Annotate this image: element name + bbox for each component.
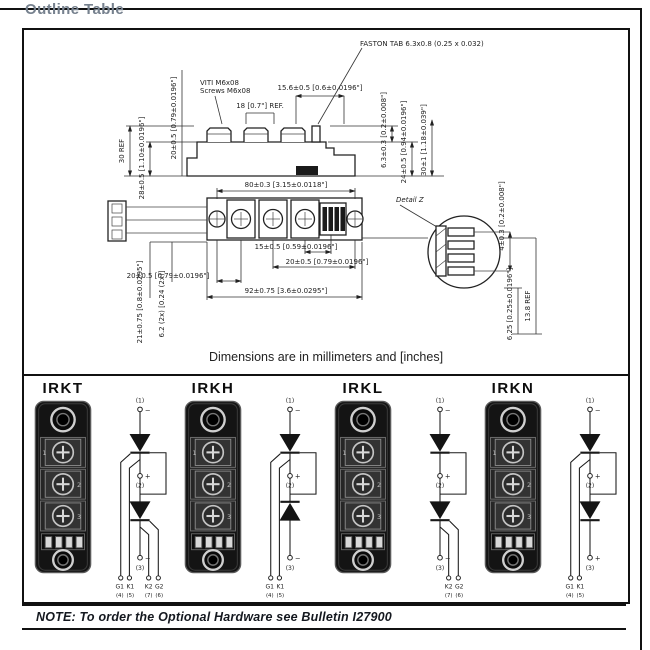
screws-label-line1: VITI M6x08 — [200, 79, 239, 87]
front-screw-2 — [259, 200, 287, 238]
terminal-1-label: (1) — [135, 397, 145, 405]
module-photo-irkn — [484, 400, 542, 574]
dim-6-3: 6.3±0.3 [0.2±0.008"] — [380, 91, 388, 169]
circuit-diagram-irkt — [98, 394, 182, 602]
cathode-1-label: K1 — [276, 583, 285, 591]
faston-recess — [296, 166, 318, 175]
dim-28: 28±0.5 [1.10±0.0196"] — [138, 116, 146, 200]
cathode-1-label: K1 — [126, 583, 135, 591]
detail-z-label: Detail Z — [396, 196, 424, 204]
circuit-diagram-irkn — [548, 394, 632, 602]
gate-2-label: G2 — [454, 583, 464, 591]
module-photo-irkt — [34, 400, 92, 574]
gate-1-label: G1 — [565, 583, 575, 591]
module-name-irkh: IRKH — [191, 380, 235, 397]
front-faston-group — [320, 203, 346, 235]
terminal-2-label: (2) — [135, 482, 145, 490]
module-photo-irkl — [334, 400, 392, 574]
dim-30-ref: 30 REF — [118, 138, 126, 164]
circuit-diagram-irkl — [398, 394, 482, 602]
diode-bottom-symbol — [580, 502, 599, 520]
dim-6-2: 6.2 (2x) [0.24 (2x)] — [158, 270, 166, 338]
terminal-1-sign: − — [444, 406, 451, 415]
pin-5-label: (5) — [126, 593, 135, 600]
terminal-2-sign: + — [294, 472, 301, 481]
outline-drawing-svg — [24, 30, 624, 348]
cathode-1-label: K1 — [576, 583, 585, 591]
terminal-1-label: (1) — [285, 397, 295, 405]
outline-drawing — [24, 30, 624, 348]
circuit-diagram-irkh — [248, 394, 332, 602]
terminal-3-sign: − — [294, 554, 301, 563]
terminal-2-label: (2) — [285, 482, 295, 490]
terminal-2-sign: + — [444, 472, 451, 481]
dim-30-1: 30±1 [1.18±0.039"] — [420, 104, 428, 176]
screws-label-line2: Screws M6x08 — [200, 87, 251, 95]
terminal-1-label: (1) — [585, 397, 595, 405]
front-screw-3 — [291, 200, 319, 238]
cathode-2-label: K2 — [444, 583, 453, 591]
module-name-irkn: IRKN — [491, 380, 535, 397]
pin-7-label: (7) — [444, 593, 453, 600]
pin-4-label: (4) — [565, 593, 574, 600]
module-group-irkl — [332, 380, 482, 598]
terminal-3-sign: + — [594, 554, 601, 563]
detail-z — [396, 181, 510, 288]
pin-7-label: (7) — [144, 593, 153, 600]
dim-4: 4±0.3 [0.2±0.008"] — [498, 181, 506, 251]
gate-1-label: G1 — [115, 583, 125, 591]
dim-6-25: 6.25 [0.25±0.0196"] — [506, 267, 514, 341]
dim-20-tall: 20±0.5 [0.79±0.0196"] — [170, 76, 178, 160]
terminal-circles — [269, 407, 293, 580]
scr-top-symbol — [280, 434, 299, 452]
diode-bottom-symbol — [280, 502, 299, 520]
dim-20-b: 20±0.5 [0.79±0.0196"] — [126, 272, 210, 280]
scr-bottom-symbol — [130, 502, 149, 520]
module-group-irkh — [182, 380, 332, 598]
page-border-right — [640, 8, 642, 650]
dim-24: 24±0.5 [0.94±0.0196"] — [400, 100, 408, 184]
section-title: Outline Table — [25, 1, 125, 18]
pin-4-label: (4) — [265, 593, 274, 600]
scr-top-symbol — [580, 434, 599, 452]
dim-18-ref: 18 [0.7"] REF. — [236, 102, 284, 110]
scr-top-symbol — [130, 434, 149, 452]
pin-6-label: (6) — [155, 593, 164, 600]
terminal-2-label: (2) — [585, 482, 595, 490]
pin-5-label: (5) — [276, 593, 285, 600]
scr-bottom-symbol — [430, 502, 449, 520]
dim-15: 15±0.5 [0.59±0.0196"] — [254, 243, 338, 251]
note-text: NOTE: To order the Optional Hardware see Bulletin I27900 — [36, 610, 392, 624]
terminal-circles — [569, 407, 593, 580]
module-name-irkt: IRKT — [42, 380, 84, 397]
terminal-3-label: (3) — [585, 565, 595, 573]
dim-21: 21±0.75 [0.8±0.0295"] — [136, 260, 144, 344]
terminal-2-sign: + — [144, 472, 151, 481]
front-screw-1 — [227, 200, 255, 238]
module-photo-irkh — [184, 400, 242, 574]
gate-1-label: G1 — [265, 583, 275, 591]
terminal-1-sign: − — [294, 406, 301, 415]
terminal-3-label: (3) — [285, 565, 295, 573]
dim-80: 80±0.3 [3.15±0.0118"] — [244, 181, 328, 189]
dimensions-caption: Dimensions are in millimeters and [inches] — [208, 350, 444, 364]
module-name-irkl: IRKL — [342, 380, 384, 397]
terminal-3-sign: − — [144, 554, 151, 563]
module-group-irkn — [482, 380, 632, 598]
dim-13-8: 13.8 REF — [524, 290, 532, 322]
pin-4-label: (4) — [115, 593, 124, 600]
circuit-configurations — [24, 374, 628, 598]
terminal-3-label: (3) — [435, 565, 445, 573]
pin-6-label: (6) — [455, 593, 464, 600]
terminal-2-sign: + — [594, 472, 601, 481]
terminal-1-sign: − — [144, 406, 151, 415]
dim-20-a: 20±0.5 [0.79±0.0196"] — [285, 258, 369, 266]
terminal-1-sign: − — [594, 406, 601, 415]
terminal-3-sign: − — [444, 554, 451, 563]
terminal-2-label: (2) — [435, 482, 445, 490]
front-view — [108, 198, 363, 241]
faston-tab-label: FASTON TAB 6.3x0.8 (0.25 x 0.032) — [360, 40, 484, 48]
dim-92: 92±0.75 [3.6±0.0295"] — [244, 287, 328, 295]
diode-top-symbol — [430, 434, 449, 452]
terminal-1-label: (1) — [435, 397, 445, 405]
dim-15-6: 15.6±0.5 [0.6±0.0196"] — [277, 84, 363, 92]
footer-note — [22, 604, 626, 630]
cathode-2-label: K2 — [144, 583, 153, 591]
outline-box — [22, 28, 630, 604]
module-group-irkt — [32, 380, 182, 598]
gate-2-label: G2 — [154, 583, 164, 591]
terminal-3-label: (3) — [135, 565, 145, 573]
pin-5-label: (5) — [576, 593, 585, 600]
